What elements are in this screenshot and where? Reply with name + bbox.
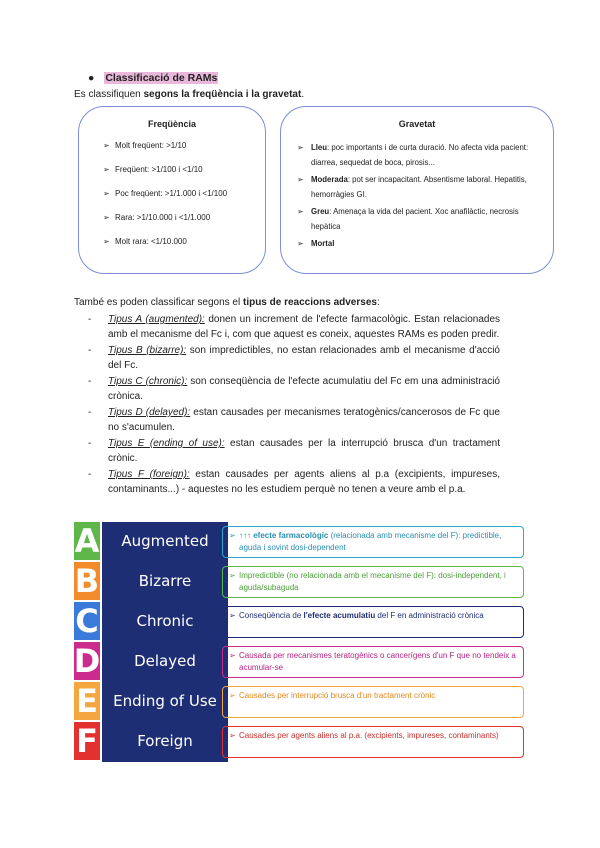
desc-prefix: Conseqüència de [239, 611, 304, 620]
reaction-type-item [88, 467, 500, 497]
type-description-box [222, 726, 524, 758]
severity-item-bold: Lleu [311, 143, 328, 152]
desc-text: Impredictible (no relacionada amb el mecanisme del F): dosi-independent, i aguda/subaguda [239, 571, 506, 592]
frequency-box [78, 106, 266, 274]
type-label: Bizarre [138, 572, 192, 590]
arrow-right-icon: ➢ [103, 165, 110, 174]
type-description-box [222, 526, 524, 558]
severity-title: Gravetat [398, 119, 436, 129]
frequency-item [103, 165, 265, 189]
desc-text: del F en administració crònica [375, 611, 484, 620]
arrow-right-icon: ➢ [229, 571, 236, 580]
severity-item [297, 236, 543, 251]
type-description-box [222, 566, 524, 598]
reactions-intro-suffix: : [376, 297, 380, 308]
severity-item [297, 204, 543, 234]
dash-bullet: - [88, 345, 92, 356]
desc-text: Causades per interrupció brusca d'un tractament crònic [239, 691, 436, 700]
type-label: Chronic [136, 612, 194, 630]
reaction-type-item [88, 374, 500, 404]
desc-bold: l'efecte acumulatiu [303, 611, 376, 620]
desc-text: Causades per agents aliens al p.a. (excipients, impureses, contaminants) [239, 731, 499, 740]
frequency-item [103, 213, 265, 237]
frequency-item [103, 237, 265, 261]
reaction-term: Tipus B (bizarre): [108, 345, 187, 356]
dash-bullet: - [88, 376, 92, 387]
type-description-box [222, 686, 524, 718]
arrow-right-icon: ➢ [103, 141, 110, 150]
dash-bullet: - [88, 469, 92, 480]
heading-text: Classificació de RAMs [105, 72, 218, 84]
arrow-right-icon: ➢ [103, 237, 110, 246]
reactions-intro [74, 297, 380, 308]
letter-tile: D [73, 642, 101, 680]
reaction-term: Tipus D (delayed): [108, 407, 191, 418]
reaction-description: donen un increment de l'efecte farmacològic. Estan relacionades amb el mecanisme del Fc i, com que aquest es coneix, aquestes RAMs es poden predir. [108, 314, 501, 340]
reaction-term: Tipus C (chronic): [108, 376, 188, 387]
letter-tile: B [74, 562, 100, 600]
intro-bold: segons la freqüència i la gravetat [143, 89, 302, 100]
bullet-icon: ● [88, 72, 95, 84]
reaction-description: estan causades per agents aliens al p.a (excipients, impureses, contaminants...) - aquestes no les estudiem perquè no tenen a veure amb el p.a. [108, 469, 500, 495]
severity-item-bold: Moderada [311, 175, 348, 184]
type-label: Delayed [134, 652, 196, 670]
type-label: Foreign [137, 732, 193, 750]
severity-item-bold: Greu [311, 207, 330, 216]
arrow-right-icon: ➢ [103, 189, 110, 198]
description-column [222, 526, 524, 766]
reaction-type-item [88, 405, 500, 435]
frequency-item-text: Freqüent: >1/100 i <1/10 [115, 165, 203, 174]
frequency-title: Freqüència [147, 119, 196, 129]
frequency-item-text: Rara: >1/10.000 i <1/1.000 [115, 213, 211, 222]
letter-tile: E [74, 682, 100, 720]
severity-item-bold: Mortal [311, 239, 335, 248]
severity-item-text: : pot ser incapacitant. Absentisme laboral. Hepatitis, hemorràgies GI. [311, 175, 527, 199]
reaction-type-item [88, 343, 500, 373]
letter-tile: F [74, 722, 100, 760]
section-heading [88, 72, 218, 84]
arrow-right-icon: ➢ [297, 207, 304, 216]
arrow-right-icon: ➢ [229, 651, 236, 660]
arrow-right-icon: ➢ [297, 239, 304, 248]
label-column [102, 522, 228, 762]
reactions-intro-bold: tipus de reaccions adverses [242, 297, 377, 308]
arrow-right-icon: ➢ [229, 731, 236, 740]
dash-bullet: - [88, 314, 92, 325]
arrow-right-icon: ➢ [297, 143, 304, 152]
dash-bullet: - [88, 407, 92, 418]
letter-tile: A [74, 522, 100, 560]
reaction-description: estan causades per mecanismes teratogènics/cancerosos de Fc que no s'acumulen. [108, 407, 500, 433]
reaction-type-item [88, 436, 500, 466]
frequency-item-text: Molt freqüent: >1/10 [115, 141, 187, 150]
type-label: Ending of Use [113, 692, 217, 710]
desc-bold: efecte farmacològic [253, 531, 329, 540]
severity-item [297, 140, 543, 170]
frequency-item [103, 189, 265, 213]
severity-item-text: : Amenaça la vida del pacient. Xoc anafilàctic, necrosis hepàtica [311, 207, 519, 231]
frequency-item-text: Poc freqüent: >1/1.000 i <1/100 [115, 189, 228, 198]
desc-prefix: ↑↑↑ [239, 531, 254, 540]
arrow-right-icon: ➢ [229, 691, 236, 700]
reaction-type-item [88, 312, 500, 342]
arrow-right-icon: ➢ [229, 611, 236, 620]
ram-classification-graphic [74, 520, 526, 760]
severity-box [280, 106, 554, 274]
reaction-term: Tipus F (foreign): [108, 469, 190, 480]
severity-item-text: : poc importants i de curta duració. No afecta vida pacient: diarrea, sequedat de boca, pirosis... [311, 143, 529, 167]
arrow-right-icon: ➢ [297, 175, 304, 184]
type-description-box [222, 646, 524, 678]
desc-text: (relacionada amb mecanisme del F): predictible, aguda i sovint dosi-dependent [239, 531, 502, 552]
severity-item [297, 172, 543, 202]
reactions-intro-prefix: També es poden classificar segons el [74, 297, 243, 308]
desc-text: Causada per mecanismes teratogènics o cancerígens d'un F que no tendeix a acumular-se [239, 651, 516, 672]
reaction-description: son conseqüència de l'efecte acumulatiu del Fc em una administració crònica. [108, 376, 500, 402]
reaction-term: Tipus E (ending of use): [108, 438, 225, 449]
arrow-right-icon: ➢ [229, 531, 236, 540]
letter-tile: C [75, 602, 99, 640]
type-label: Augmented [121, 532, 209, 550]
reaction-description: son impredictibles, no estan relacionades amb el mecanisme d'acció del Fc. [108, 345, 500, 371]
frequency-item-text: Molt rara: <1/10.000 [115, 237, 187, 246]
dash-bullet: - [88, 438, 92, 449]
intro-suffix: . [301, 89, 305, 100]
letter-column [74, 522, 100, 762]
arrow-right-icon: ➢ [103, 213, 110, 222]
reaction-description: estan causades per la interrupció brusca d'un tractament crònic. [108, 438, 500, 464]
intro-paragraph [74, 89, 304, 100]
intro-prefix: Es classifiquen [74, 89, 144, 100]
frequency-item [103, 141, 265, 165]
type-description-box [222, 606, 524, 638]
reaction-types-list [88, 312, 500, 498]
reaction-term: Tipus A (augmented): [108, 314, 205, 325]
